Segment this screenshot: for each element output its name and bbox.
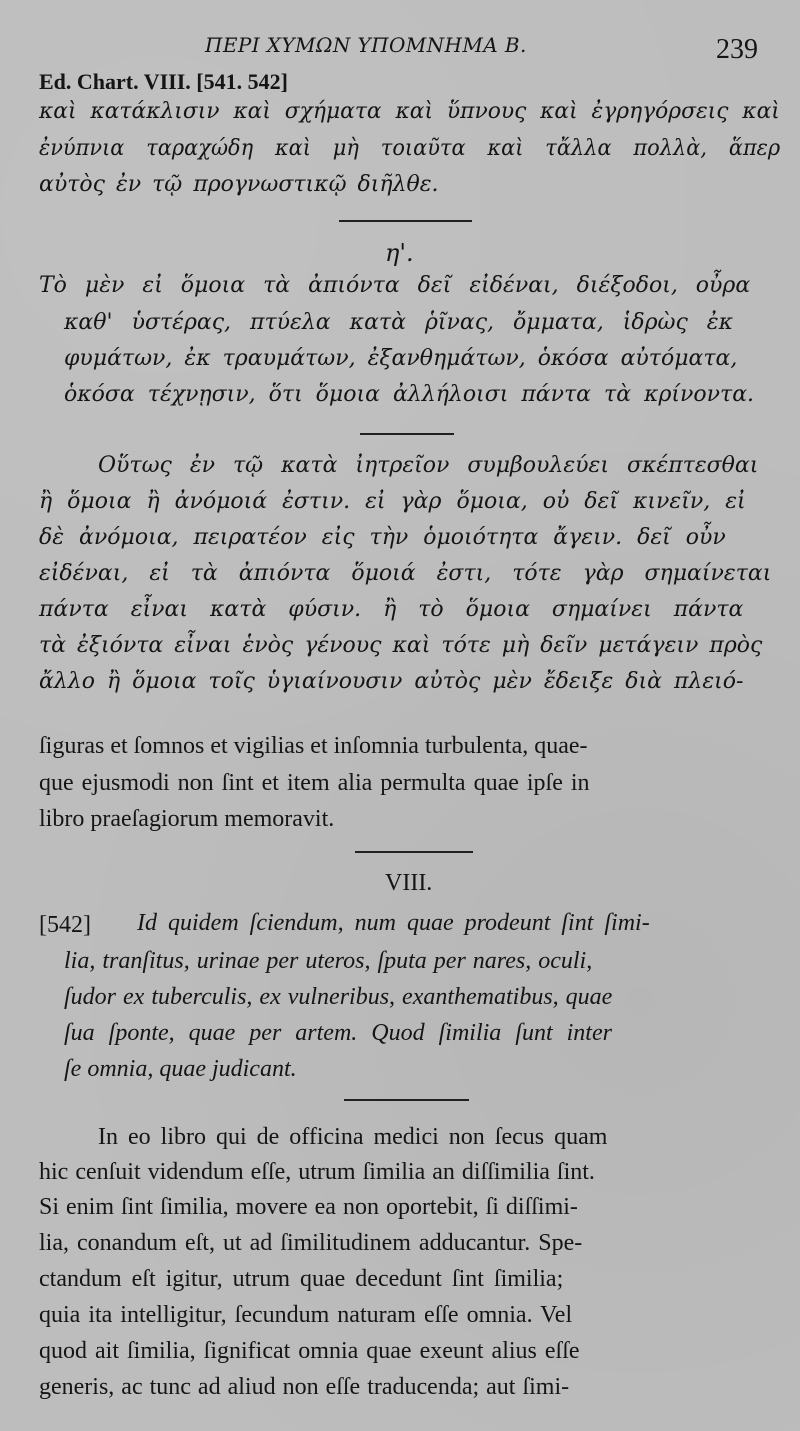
- text-line: τὰ ἐξιόντα εἶναι ἑνὸς γένους καὶ τότε μὴ δεῖν μετάγειν πρὸς: [39, 633, 763, 658]
- margin-page-reference: [542]: [39, 912, 91, 938]
- section-divider: [344, 1099, 469, 1101]
- text-line: generis, ac tunc ad aliud non eſſe traducenda; aut ſimi-: [39, 1374, 570, 1400]
- text-line: καὶ κατάκλισιν καὶ σχήματα καὶ ὕπνους καὶ ἐγρηγόρσεις καὶ: [39, 99, 780, 124]
- text-line: Τὸ μὲν εἰ ὅμοια τὰ ἀπιόντα δεῖ εἰδέναι, διέξοδοι, οὖρα: [39, 273, 751, 298]
- text-line: ſudor ex tuberculis, ex vulneribus, exanthematibus, quae: [64, 984, 613, 1010]
- text-line: δὲ ἀνόμοια, πειρατέον εἰς τὴν ὁμοιότητα ἄγειν. δεῖ οὖν: [39, 525, 726, 550]
- text-line: Si enim ſint ſimilia, movere ea non oportebit, ſi diſſimi-: [39, 1194, 578, 1220]
- text-line: ἄλλο ἢ ὅμοια τοῖς ὑγιαίνουσιν αὐτὸς μὲν ἔδειξε διὰ πλειό-: [39, 669, 744, 694]
- text-line: εἰδέναι, εἰ τὰ ἀπιόντα ὅμοιά ἐστι, τότε γὰρ σημαίνεται: [39, 561, 772, 586]
- text-line: que ejusmodi non ſint et item alia permulta quae ipſe in: [39, 770, 590, 796]
- running-header-title: ΠΕΡΙ ΧΥΜΩΝ ΥΠΟΜΝΗΜΑ Β.: [205, 33, 527, 57]
- text-line: πάντα εἶναι κατὰ φύσιν. ἢ τὸ ὅμοια σημαίνει πάντα: [39, 597, 744, 622]
- text-line: In eo libro qui de officina medici non ſecus quam: [98, 1124, 608, 1150]
- text-line: ctandum eſt igitur, utrum quae decedunt ſint ſimilia;: [39, 1266, 564, 1292]
- text-line: quod ait ſimilia, ſignificat omnia quae exeunt alius eſſe: [39, 1338, 580, 1364]
- text-line: αὐτὸς ἐν τῷ προγνωστικῷ διῆλθε.: [39, 172, 439, 197]
- page-number: 239: [716, 34, 758, 65]
- text-line: φυμάτων, ἐκ τραυμάτων, ἐξανθημάτων, ὁκόσα αὐτόματα,: [64, 346, 738, 371]
- text-line: ἐνύπνια ταραχώδη καὶ μὴ τοιαῦτα καὶ τἄλλα πολλὰ, ἅπερ: [39, 136, 781, 161]
- text-line: ὁκόσα τέχνῃσιν, ὅτι ὅμοια ἀλλήλοισι πάντα τὰ κρίνοντα.: [64, 382, 755, 407]
- text-line: hic cenſuit videndum eſſe, utrum ſimilia an diſſimilia ſint.: [39, 1159, 595, 1185]
- edition-reference: Ed. Chart. VIII. [541. 542]: [39, 69, 288, 94]
- text-line: ſiguras et ſomnos et vigilias et inſomnia turbulenta, quae-: [39, 733, 588, 759]
- text-line: ἢ ὅμοια ἢ ἀνόμοιά ἐστιν. εἰ γὰρ ὅμοια, οὐ δεῖ κινεῖν, εἰ: [39, 489, 746, 514]
- text-line: lia, tranſitus, urinae per uteros, ſputa per nares, oculi,: [64, 948, 593, 974]
- text-line: Οὕτως ἐν τῷ κατὰ ἰητρεῖον συμβουλεύει σκέπτεσθαι: [98, 453, 759, 478]
- text-line: quia ita intelligitur, ſecundum naturam eſſe omnia. Vel: [39, 1302, 573, 1328]
- text-line: καθ' ὑστέρας, πτύελα κατὰ ῥῖνας, ὄμματα, ἱδρὼς ἐκ: [64, 310, 734, 335]
- latin-section-number: VIII.: [385, 870, 433, 896]
- section-divider: [360, 433, 454, 435]
- section-divider: [355, 851, 473, 853]
- text-line: Id quidem ſciendum, num quae prodeunt ſint ſimi-: [137, 910, 650, 936]
- section-divider: [339, 220, 472, 222]
- text-line: ſua ſponte, quae per artem. Quod ſimilia ſunt inter: [64, 1020, 612, 1046]
- text-line: ſe omnia, quae judicant.: [64, 1056, 297, 1082]
- text-line: libro praeſagiorum memoravit.: [39, 806, 335, 832]
- text-line: lia, conandum eſt, ut ad ſimilitudinem adducantur. Spe-: [39, 1230, 583, 1256]
- greek-section-number: η'.: [385, 239, 414, 267]
